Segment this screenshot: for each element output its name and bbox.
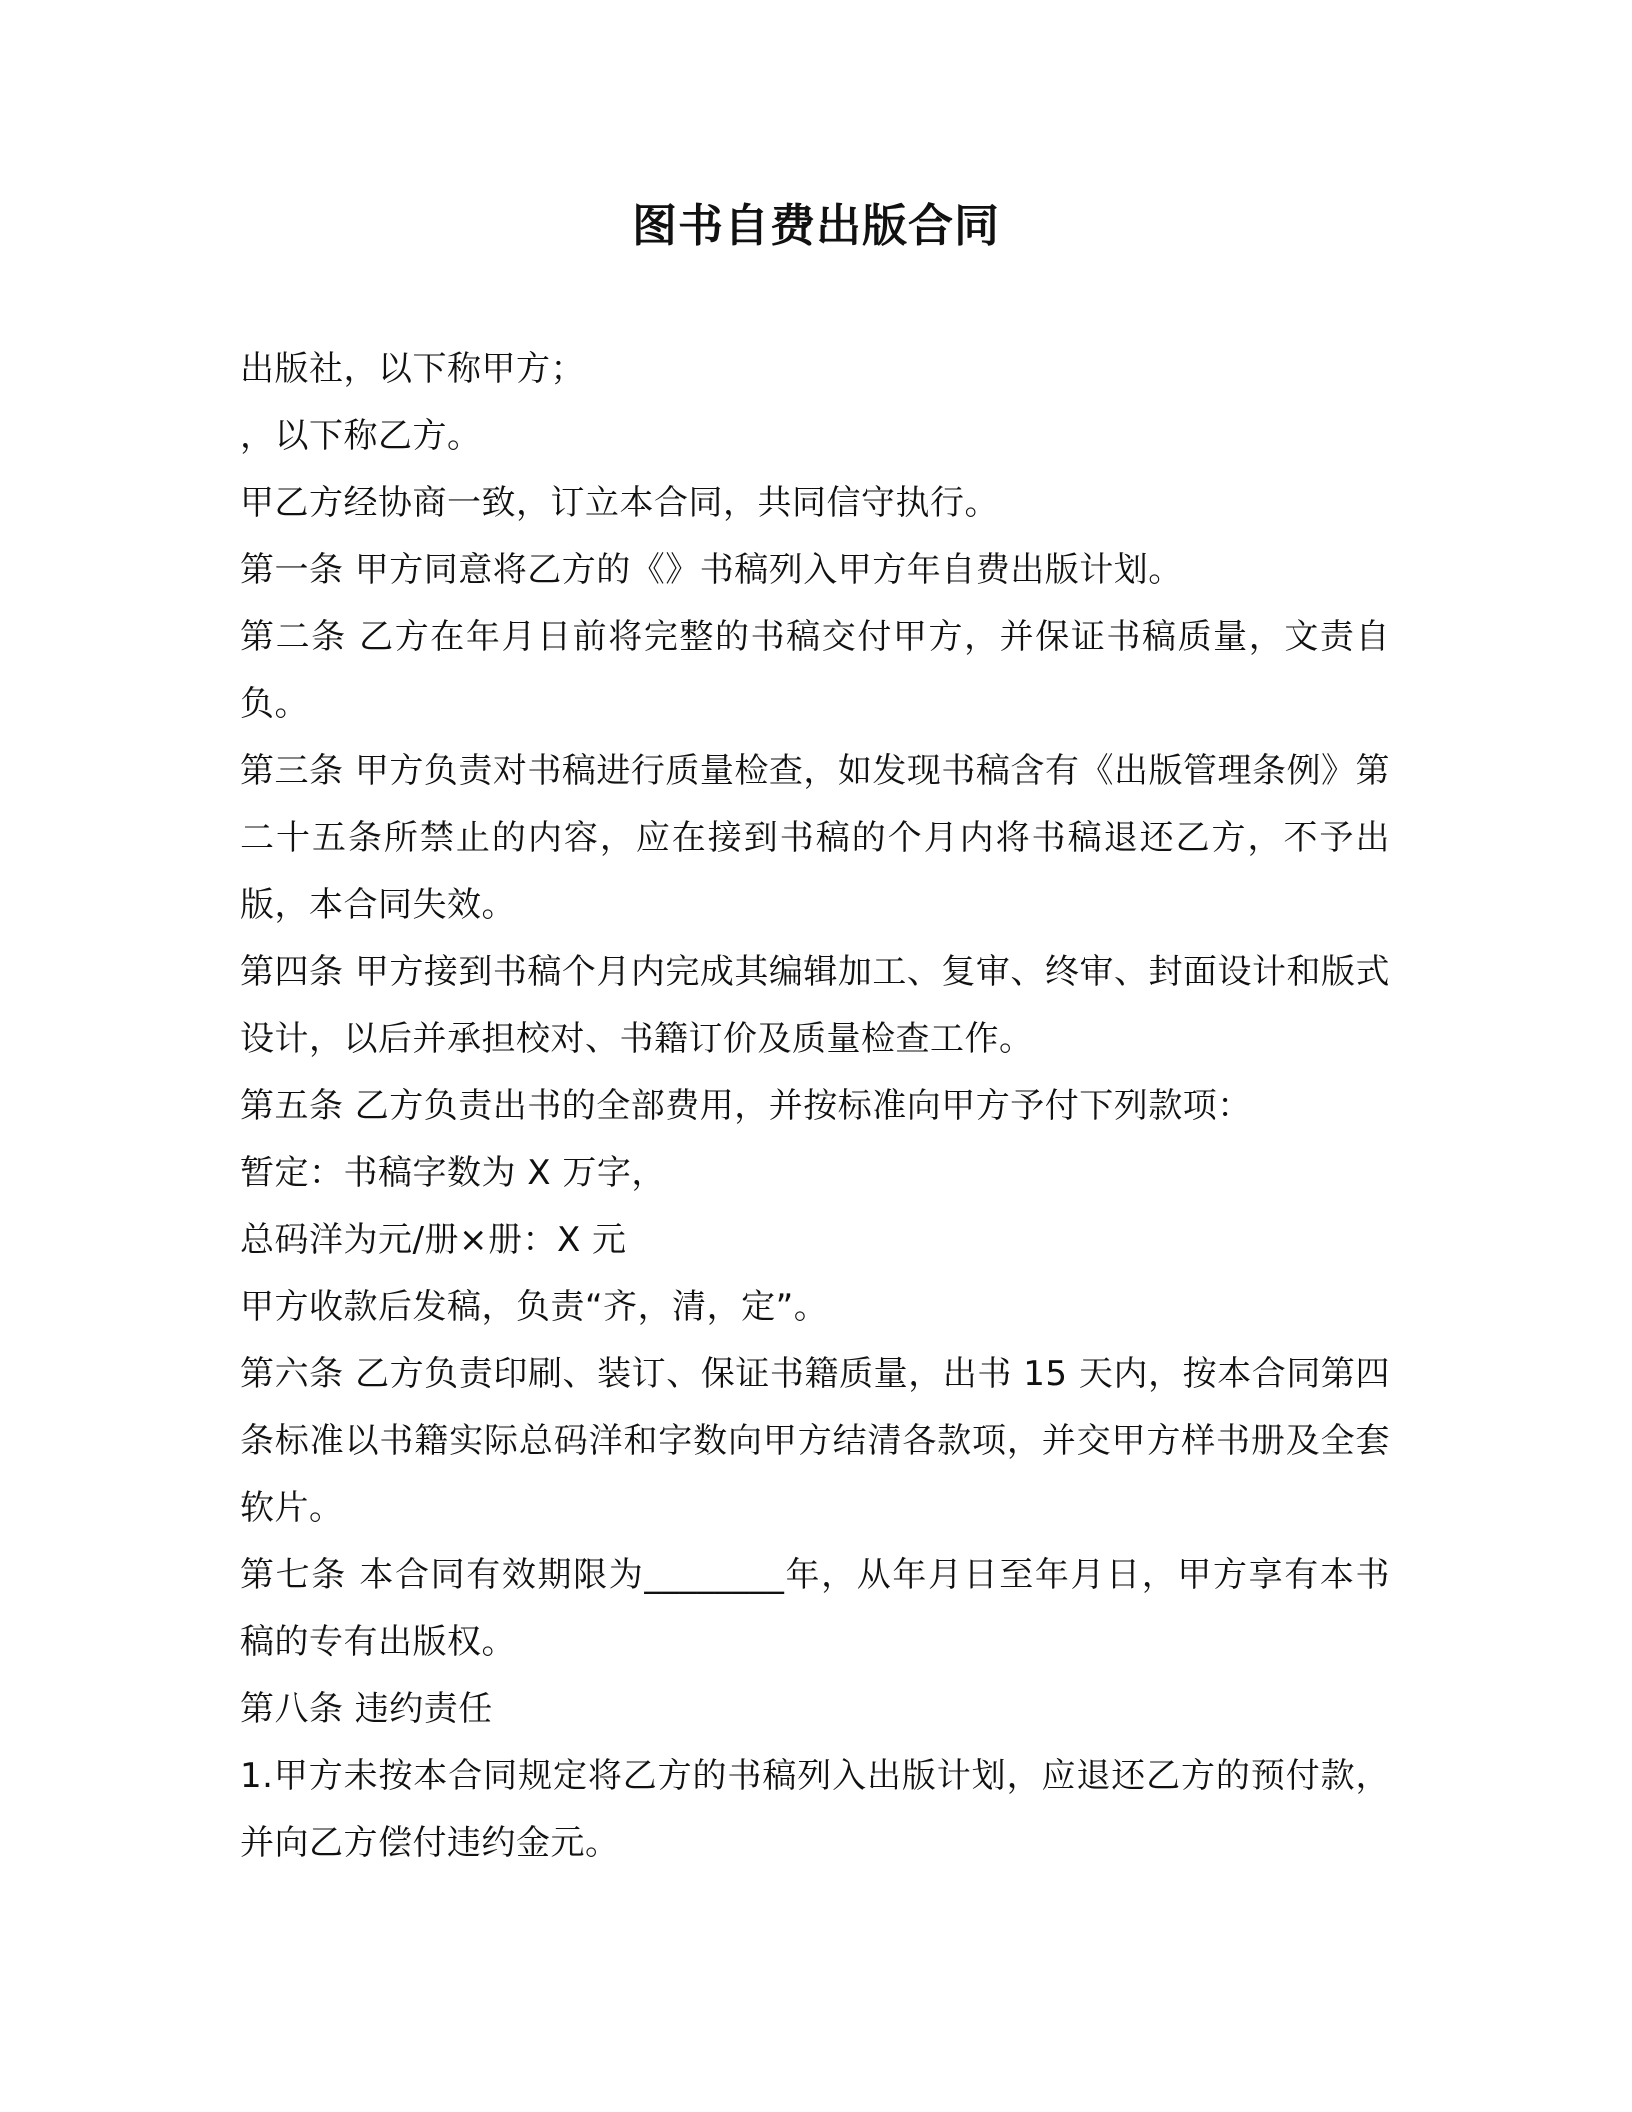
- article-6: 第六条 乙方负责印刷、装订、保证书籍质量，出书 15 天内，按本合同第四条标准以书籍实际总码洋和字数向甲方结清各款项，并交甲方样书册及全套软片。: [240, 1354, 1390, 1528]
- party-a-line: 出版社，以下称甲方；: [240, 349, 585, 389]
- article-7: 第七条 本合同有效期限为________年，从年月日至年月日，甲方享有本书稿的专有出版权。: [240, 1555, 1390, 1662]
- article-1: 第一条 甲方同意将乙方的《》书稿列入甲方年自费出版计划。: [240, 550, 1183, 590]
- article-5-total-price: 总码洋为元/册×册：X 元: [240, 1220, 627, 1260]
- article-5-payment-note: 甲方收款后发稿，负责“齐，清，定”。: [240, 1287, 829, 1327]
- document-body: [240, 336, 1390, 1877]
- article-5: 第五条 乙方负责出书的全部费用，并按标准向甲方予付下列款项：: [240, 1086, 1252, 1126]
- party-b-line: ，以下称乙方。: [240, 416, 482, 456]
- article-8-heading: 第八条 违约责任: [240, 1689, 493, 1729]
- article-8-item-1: 1.甲方未按本合同规定将乙方的书稿列入出版计划，应退还乙方的预付款，并向乙方偿付违约金元。: [240, 1756, 1390, 1863]
- article-2: 第二条 乙方在年月日前将完整的书稿交付甲方，并保证书稿质量，文责自负。: [240, 617, 1390, 724]
- article-4: 第四条 甲方接到书稿个月内完成其编辑加工、复审、终审、封面设计和版式设计，以后并承担校对、书籍订价及质量检查工作。: [240, 952, 1390, 1059]
- article-3: 第三条 甲方负责对书稿进行质量检查，如发现书稿含有《出版管理条例》第二十五条所禁止的内容，应在接到书稿的个月内将书稿退还乙方，不予出版，本合同失效。: [240, 751, 1390, 925]
- document-title: 图书自费出版合同: [631, 199, 1000, 252]
- article-5-word-count: 暂定：书稿字数为 X 万字，: [240, 1153, 666, 1193]
- agreement-intro: 甲乙方经协商一致，订立本合同，共同信守执行。: [240, 483, 999, 523]
